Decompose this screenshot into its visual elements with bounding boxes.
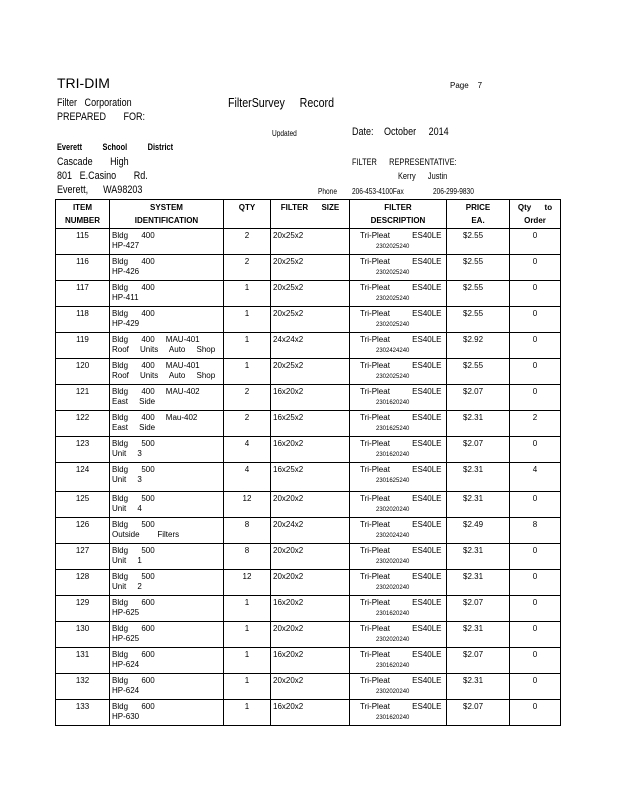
price-each-cell: $2.55	[447, 229, 510, 255]
table-row	[56, 385, 561, 411]
filter-part-number: 2302424240	[376, 348, 410, 354]
system-line-1: Bldg 400	[112, 309, 155, 318]
filter-description-text: Tri-Pleat ES40LE	[360, 335, 442, 344]
filter-size-cell: 16x25x2	[271, 463, 350, 492]
filter-description-cell	[350, 229, 447, 255]
filter-description-cell	[350, 255, 447, 281]
qty-cell: 1	[224, 307, 271, 333]
qty-to-order-cell: 0	[510, 622, 561, 648]
system-identification-cell	[110, 437, 224, 463]
item-number-cell: 116	[56, 255, 110, 281]
qty-to-order-cell: 0	[510, 700, 561, 726]
qty-cell: 2	[224, 385, 271, 411]
table-row	[56, 700, 561, 726]
item-number-cell: 127	[56, 544, 110, 570]
table-row	[56, 411, 561, 437]
table-row	[56, 255, 561, 281]
table-row	[56, 596, 561, 622]
filter-size-cell: 16x25x2	[271, 411, 350, 437]
system-line-2: HP-630	[112, 712, 140, 721]
price-each-cell: $2.31	[447, 570, 510, 596]
filter-description-text: Tri-Pleat ES40LE	[360, 413, 442, 422]
table-row	[56, 544, 561, 570]
system-identification-cell	[110, 255, 224, 281]
price-each-cell: $2.07	[447, 648, 510, 674]
table-row	[56, 437, 561, 463]
filter-part-number: 2301620240	[376, 400, 410, 406]
filter-description-text: Tri-Pleat ES40LE	[360, 439, 442, 448]
system-line-1: Bldg 400	[112, 283, 155, 292]
filter-description-cell	[350, 570, 447, 596]
col-qty-to-order: Qty to Order	[510, 200, 561, 229]
system-line-1: Bldg 500	[112, 439, 155, 448]
system-line-1: Bldg 400 Mau-402	[112, 413, 198, 422]
page-number: 7	[477, 81, 483, 90]
item-number-cell: 122	[56, 411, 110, 437]
system-line-1: Bldg 600	[112, 650, 155, 659]
filter-part-number: 2301620240	[376, 452, 410, 458]
system-identification-cell	[110, 229, 224, 255]
filter-size-cell: 16x20x2	[271, 385, 350, 411]
filter-part-number: 2301625240	[376, 426, 410, 432]
system-line-1: Bldg 500	[112, 546, 155, 555]
system-line-2: Unit 2	[112, 582, 142, 591]
qty-cell: 4	[224, 437, 271, 463]
phone-value: 206-453-4100Fax	[352, 187, 404, 196]
qty-to-order-cell: 0	[510, 333, 561, 359]
filter-description-text: Tri-Pleat ES40LE	[360, 387, 442, 396]
filter-description-text: Tri-Pleat ES40LE	[360, 494, 442, 503]
table-row	[56, 229, 561, 255]
system-identification-cell	[110, 411, 224, 437]
filter-description-text: Tri-Pleat ES40LE	[360, 676, 442, 685]
qty-to-order-cell: 0	[510, 255, 561, 281]
price-each-cell: $2.55	[447, 281, 510, 307]
filter-description-cell	[350, 596, 447, 622]
filter-description-cell	[350, 674, 447, 700]
system-line-2: Unit 3	[112, 449, 142, 458]
filter-size-cell: 20x20x2	[271, 570, 350, 596]
qty-to-order-cell: 0	[510, 437, 561, 463]
item-number-cell: 125	[56, 492, 110, 518]
filter-description-cell	[350, 700, 447, 726]
col-price-each: PRICE EA.	[447, 200, 510, 229]
qty-cell: 1	[224, 281, 271, 307]
filter-description-text: Tri-Pleat ES40LE	[360, 361, 442, 370]
filter-description-cell	[350, 437, 447, 463]
qty-to-order-cell: 0	[510, 674, 561, 700]
table-row	[56, 622, 561, 648]
price-each-cell: $2.31	[447, 463, 510, 492]
system-line-2: Unit 3	[112, 475, 142, 484]
filter-part-number: 2302020240	[376, 585, 410, 591]
system-line-1: Bldg 600	[112, 598, 155, 607]
filter-description-cell	[350, 518, 447, 544]
school-city: Everett, WA98203	[57, 184, 143, 196]
filter-size-cell: 20x25x2	[271, 359, 350, 385]
updated-label: Updated	[272, 129, 297, 138]
qty-to-order-cell: 0	[510, 544, 561, 570]
col-qty: QTY	[224, 200, 271, 229]
qty-cell: 4	[224, 463, 271, 492]
item-number-cell: 120	[56, 359, 110, 385]
system-line-1: Bldg 400 MAU-401	[112, 335, 200, 344]
price-each-cell: $2.31	[447, 622, 510, 648]
qty-cell: 1	[224, 700, 271, 726]
price-each-cell: $2.07	[447, 385, 510, 411]
price-each-cell: $2.31	[447, 492, 510, 518]
price-each-cell: $2.55	[447, 307, 510, 333]
filter-description-text: Tri-Pleat ES40LE	[360, 598, 442, 607]
prepared-for: PREPARED FOR:	[57, 111, 146, 123]
filter-part-number: 2302025240	[376, 374, 410, 380]
filter-description-cell	[350, 492, 447, 518]
item-number-cell: 126	[56, 518, 110, 544]
filter-part-number: 2302025240	[376, 322, 410, 328]
district-name: Everett School District	[57, 142, 174, 152]
table-row	[56, 333, 561, 359]
filter-description-text: Tri-Pleat ES40LE	[360, 572, 442, 581]
table-row	[56, 492, 561, 518]
filter-description-cell	[350, 622, 447, 648]
qty-cell: 2	[224, 411, 271, 437]
system-identification-cell	[110, 648, 224, 674]
col-filter-size: FILTER SIZE	[271, 200, 350, 229]
qty-cell: 12	[224, 492, 271, 518]
qty-cell: 2	[224, 255, 271, 281]
filter-part-number: 2301620240	[376, 611, 410, 617]
system-line-2: HP-426	[112, 267, 140, 276]
filter-description-cell	[350, 307, 447, 333]
col-filter-description: FILTER DESCRIPTION	[350, 200, 447, 229]
system-line-1: Bldg 400 MAU-402	[112, 387, 200, 396]
price-each-cell: $2.31	[447, 411, 510, 437]
filter-description-text: Tri-Pleat ES40LE	[360, 702, 442, 711]
phone-label: Phone	[318, 187, 337, 196]
system-identification-cell	[110, 518, 224, 544]
price-each-cell: $2.07	[447, 700, 510, 726]
price-each-cell: $2.31	[447, 544, 510, 570]
rep-label: FILTER REPRESENTATIVE:	[352, 157, 457, 167]
filter-size-cell: 20x25x2	[271, 255, 350, 281]
filter-corporation: Filter Corporation	[57, 97, 132, 109]
system-line-2: HP-429	[112, 319, 140, 328]
qty-to-order-cell: 0	[510, 385, 561, 411]
system-line-2: HP-624	[112, 660, 140, 669]
system-identification-cell	[110, 333, 224, 359]
system-identification-cell	[110, 700, 224, 726]
filter-size-cell: 20x20x2	[271, 544, 350, 570]
price-each-cell: $2.92	[447, 333, 510, 359]
filter-part-number: 2301620240	[376, 663, 410, 669]
filter-description-text: Tri-Pleat ES40LE	[360, 624, 442, 633]
filter-part-number: 2302020240	[376, 637, 410, 643]
item-number-cell: 115	[56, 229, 110, 255]
filter-description-cell	[350, 648, 447, 674]
system-identification-cell	[110, 492, 224, 518]
qty-cell: 1	[224, 622, 271, 648]
system-identification-cell	[110, 596, 224, 622]
filter-description-text: Tri-Pleat ES40LE	[360, 465, 442, 474]
system-line-1: Bldg 400 MAU-401	[112, 361, 200, 370]
qty-cell: 1	[224, 359, 271, 385]
filter-part-number: 2302020240	[376, 559, 410, 565]
qty-cell: 1	[224, 648, 271, 674]
filter-part-number: 2302025240	[376, 244, 410, 250]
filter-size-cell: 16x20x2	[271, 437, 350, 463]
item-number-cell: 128	[56, 570, 110, 596]
qty-to-order-cell: 0	[510, 281, 561, 307]
system-line-2: Unit 1	[112, 556, 142, 565]
system-line-2: HP-625	[112, 608, 140, 617]
system-identification-cell	[110, 281, 224, 307]
table-row	[56, 570, 561, 596]
date-label: Date:	[352, 126, 374, 138]
page-label	[450, 81, 482, 90]
system-line-1: Bldg 500	[112, 520, 155, 529]
filter-size-cell: 20x25x2	[271, 281, 350, 307]
school-address: 801 E.Casino Rd.	[57, 170, 148, 182]
filter-description-cell	[350, 281, 447, 307]
qty-to-order-cell: 0	[510, 307, 561, 333]
system-line-1: Bldg 600	[112, 702, 155, 711]
system-line-1: Bldg 600	[112, 624, 155, 633]
filter-size-cell: 16x20x2	[271, 700, 350, 726]
filter-description-text: Tri-Pleat ES40LE	[360, 231, 442, 240]
filter-description-cell	[350, 333, 447, 359]
filter-size-cell: 16x20x2	[271, 596, 350, 622]
item-number-cell: 124	[56, 463, 110, 492]
system-line-2: Roof Units Auto Shop	[112, 371, 216, 380]
system-line-2: East Side	[112, 423, 156, 432]
item-number-cell: 117	[56, 281, 110, 307]
price-each-cell: $2.31	[447, 674, 510, 700]
filter-size-cell: 20x20x2	[271, 622, 350, 648]
survey-title: FilterSurvey Record	[228, 95, 335, 110]
col-system-identification: SYSTEM IDENTIFICATION	[110, 200, 224, 229]
price-each-cell: $2.07	[447, 437, 510, 463]
price-each-cell: $2.55	[447, 255, 510, 281]
filter-size-cell: 20x20x2	[271, 674, 350, 700]
filter-description-cell	[350, 544, 447, 570]
system-line-2: East Side	[112, 397, 156, 406]
item-number-cell: 129	[56, 596, 110, 622]
system-identification-cell	[110, 463, 224, 492]
qty-cell: 8	[224, 518, 271, 544]
qty-cell: 8	[224, 544, 271, 570]
filter-size-cell: 20x20x2	[271, 492, 350, 518]
system-identification-cell	[110, 385, 224, 411]
table-row	[56, 359, 561, 385]
qty-to-order-cell: 0	[510, 359, 561, 385]
system-line-1: Bldg 500	[112, 572, 155, 581]
system-line-2: Roof Units Auto Shop	[112, 345, 216, 354]
date-value: October 2014	[384, 126, 449, 138]
price-each-cell: $2.07	[447, 596, 510, 622]
filter-size-cell: 16x20x2	[271, 648, 350, 674]
item-number-cell: 131	[56, 648, 110, 674]
qty-to-order-cell: 0	[510, 229, 561, 255]
rep-name: Kerry Justin	[398, 171, 448, 181]
filter-description-cell	[350, 411, 447, 437]
system-line-1: Bldg 600	[112, 676, 155, 685]
filter-description-text: Tri-Pleat ES40LE	[360, 283, 442, 292]
item-number-cell: 118	[56, 307, 110, 333]
filter-description-cell	[350, 385, 447, 411]
system-line-1: Bldg 400	[112, 257, 155, 266]
table-row	[56, 463, 561, 492]
system-line-1: Bldg 400	[112, 231, 155, 240]
system-line-2: Unit 4	[112, 504, 142, 513]
system-identification-cell	[110, 359, 224, 385]
item-number-cell: 132	[56, 674, 110, 700]
qty-cell: 12	[224, 570, 271, 596]
qty-to-order-cell: 0	[510, 648, 561, 674]
table-row	[56, 281, 561, 307]
price-each-cell: $2.49	[447, 518, 510, 544]
filter-part-number: 2302020240	[376, 689, 410, 695]
filter-description-text: Tri-Pleat ES40LE	[360, 257, 442, 266]
filter-size-cell: 20x25x2	[271, 307, 350, 333]
system-identification-cell	[110, 544, 224, 570]
system-line-1: Bldg 500	[112, 494, 155, 503]
item-number-cell: 121	[56, 385, 110, 411]
item-number-cell: 119	[56, 333, 110, 359]
qty-to-order-cell: 0	[510, 596, 561, 622]
system-identification-cell	[110, 622, 224, 648]
filter-description-cell	[350, 463, 447, 492]
item-number-cell: 133	[56, 700, 110, 726]
page-label-text: Page	[450, 81, 469, 90]
qty-to-order-cell: 0	[510, 492, 561, 518]
item-number-cell: 130	[56, 622, 110, 648]
filter-description-text: Tri-Pleat ES40LE	[360, 650, 442, 659]
qty-to-order-cell: 0	[510, 570, 561, 596]
system-line-2: HP-427	[112, 241, 140, 250]
filter-survey-table	[55, 199, 561, 726]
system-line-1: Bldg 500	[112, 465, 155, 474]
table-row	[56, 674, 561, 700]
table-row	[56, 307, 561, 333]
qty-to-order-cell: 8	[510, 518, 561, 544]
filter-part-number: 2302025240	[376, 270, 410, 276]
system-identification-cell	[110, 307, 224, 333]
filter-description-text: Tri-Pleat ES40LE	[360, 520, 442, 529]
filter-description-text: Tri-Pleat ES40LE	[360, 546, 442, 555]
fax-value: 206-299-9830	[433, 187, 474, 196]
filter-part-number: 2302024240	[376, 533, 410, 539]
item-number-cell: 123	[56, 437, 110, 463]
filter-description-cell	[350, 359, 447, 385]
qty-to-order-cell: 4	[510, 463, 561, 492]
filter-size-cell: 20x25x2	[271, 229, 350, 255]
system-line-2: HP-625	[112, 634, 140, 643]
system-line-2: HP-411	[112, 293, 139, 302]
system-line-2: Outside Filters	[112, 530, 180, 539]
qty-cell: 1	[224, 596, 271, 622]
filter-size-cell: 24x24x2	[271, 333, 350, 359]
qty-cell: 1	[224, 674, 271, 700]
col-item-number: ITEM NUMBER	[56, 200, 110, 229]
filter-part-number: 2301625240	[376, 478, 410, 484]
price-each-cell: $2.55	[447, 359, 510, 385]
table-header-row	[56, 200, 561, 229]
table-row	[56, 648, 561, 674]
system-line-2: HP-624	[112, 686, 140, 695]
qty-cell: 1	[224, 333, 271, 359]
filter-part-number: 2302020240	[376, 507, 410, 513]
qty-cell: 2	[224, 229, 271, 255]
school-name: Cascade High	[57, 156, 129, 168]
system-identification-cell	[110, 674, 224, 700]
filter-part-number: 2302025240	[376, 296, 410, 302]
filter-size-cell: 20x24x2	[271, 518, 350, 544]
filter-description-text: Tri-Pleat ES40LE	[360, 309, 442, 318]
table-row	[56, 518, 561, 544]
qty-to-order-cell: 2	[510, 411, 561, 437]
system-identification-cell	[110, 570, 224, 596]
company-name: TRI-DIM	[57, 75, 110, 91]
filter-part-number: 2301620240	[376, 715, 410, 721]
